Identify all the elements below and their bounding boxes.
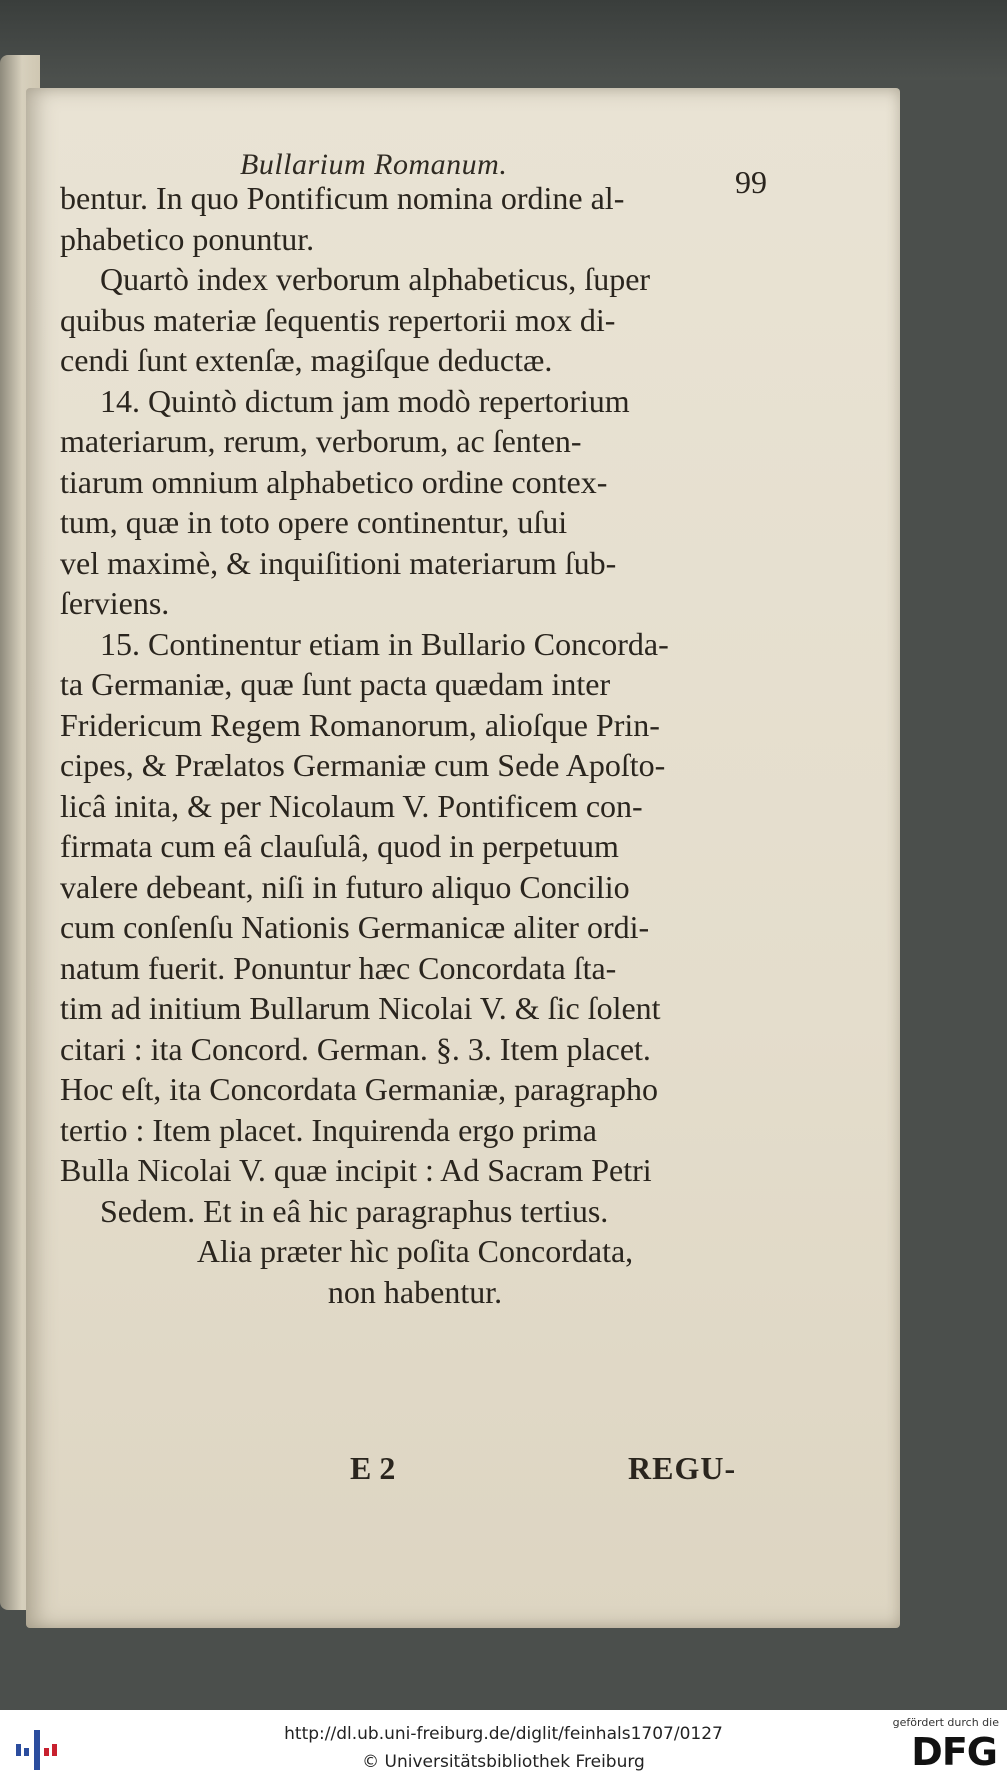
text-line: ta Germaniæ, quæ ſunt pacta quædam inter: [60, 666, 611, 702]
text-line: cipes, & Prælatos Germaniæ cum Sede Apoſto-: [60, 747, 666, 783]
copyright-notice: © Universitätsbibliothek Freiburg: [362, 1752, 645, 1772]
text-line: phabetico ponuntur.: [60, 220, 315, 257]
text-line: tim ad initium Bullarum Nicolai V. & ſic ſolent: [60, 990, 661, 1026]
text-line: bentur. In quo Pontificum nomina ordine al-: [60, 180, 625, 216]
text-line: Hoc eſt, ita Concordata Germaniæ, paragrapho: [60, 1071, 658, 1107]
page-number: 99: [735, 164, 767, 200]
text-line: 15. Continentur etiam in Bullario Concorda-: [100, 625, 669, 662]
text-line: cum conſenſu Nationis Germanicæ aliter ordi-: [60, 909, 650, 945]
text-line: Fridericum Regem Romanorum, alioſque Prin-: [60, 706, 660, 743]
text-line: vel maximè, & inquiſitioni materiarum ſub-: [60, 544, 617, 581]
text-line: 14. Quintò dictum jam modò repertorium: [100, 382, 630, 419]
text-line: natum fuerit. Ponuntur hæc Concordata ſta-: [60, 949, 617, 986]
dfg-caption: gefördert durch die: [892, 1716, 999, 1729]
text-line: Bulla Nicolai V. quæ incipit : Ad Sacram Petri: [60, 1152, 652, 1188]
text-line: Quartò index verborum alphabeticus, ſuper: [100, 261, 651, 297]
running-head: Bullarium Romanum.: [240, 148, 508, 181]
text-line: tertio : Item placet. Inquirenda ergo prima: [60, 1111, 597, 1148]
catchword: REGU-: [628, 1450, 737, 1486]
body-text: [60, 178, 770, 1312]
text-line: tum, quæ in toto opere continentur, uſui: [60, 504, 568, 540]
text-line: ſerviens.: [60, 585, 170, 621]
text-line: Sedem. Et in eâ hic paragraphus tertius.: [100, 1192, 609, 1229]
text-line: quibus materiæ ſequentis repertorii mox di-: [60, 301, 616, 338]
text-line: materiarum, rerum, verborum, ac ſenten-: [60, 423, 582, 459]
text-line: licâ inita, & per Nicolaum V. Pontificem con-: [60, 787, 643, 824]
scan-background: [0, 0, 1007, 80]
text-line: firmata cum eâ clauſulâ, quod in perpetuum: [60, 828, 619, 864]
text-line: valere debeant, niſi in futuro aliquo Concilio: [60, 868, 630, 905]
text-line: cendi ſunt extenſæ, magiſque deductæ.: [60, 342, 553, 378]
footer-bar: [0, 1710, 1007, 1780]
source-url[interactable]: http://dl.ub.uni-freiburg.de/diglit/feinhals1707/0127: [284, 1724, 723, 1744]
signature-mark: E 2: [350, 1450, 396, 1486]
dfg-logo: DFG: [911, 1730, 997, 1774]
text-line: non habentur.: [327, 1273, 503, 1310]
text-line: Alia præter hìc poſita Concordata,: [196, 1233, 634, 1269]
text-line: citari : ita Concord. German. §. 3. Item placet.: [60, 1030, 651, 1067]
text-line: tiarum omnium alphabetico ordine contex-: [60, 463, 608, 500]
